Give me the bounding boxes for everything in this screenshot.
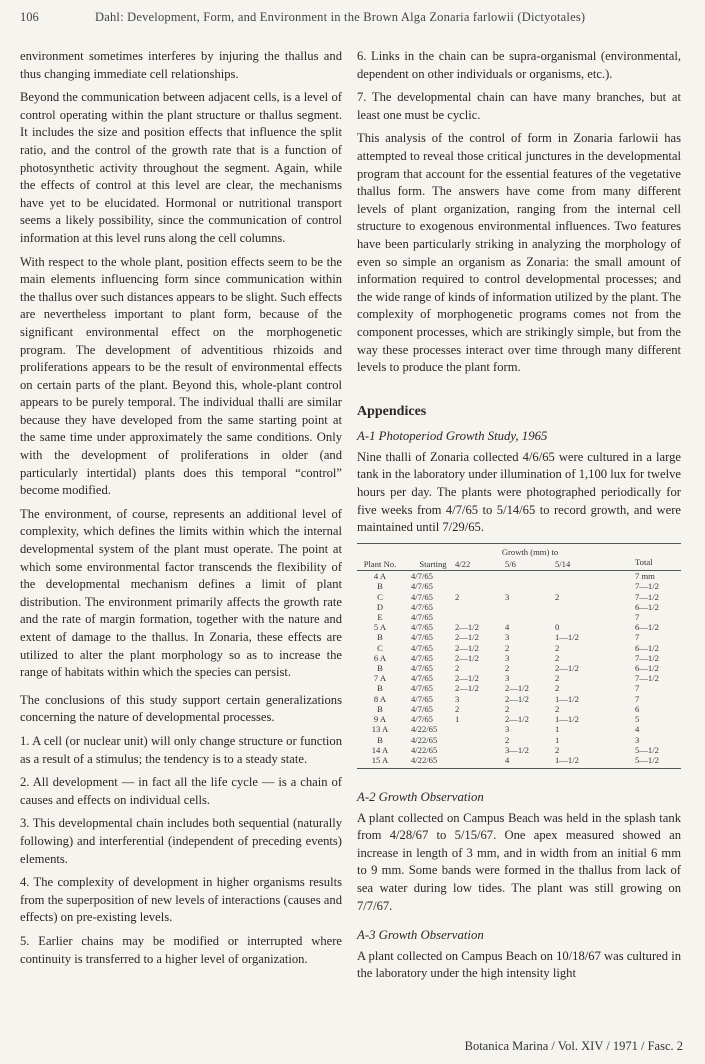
table-cell: 3	[505, 652, 510, 663]
page-header	[20, 10, 683, 28]
table-header-plant: Plant No.	[363, 558, 397, 569]
table-cell: 6 A	[373, 652, 387, 663]
table-cell: 1—1/2	[555, 754, 579, 765]
appendix-a3-text: A plant collected on Campus Beach on 10/18/67 was cultured in the laboratory under the high intensity light	[357, 948, 681, 981]
table-cell: E	[377, 612, 383, 623]
table-row	[357, 612, 681, 622]
table-cell: 7	[635, 632, 640, 643]
table-cell: 4	[505, 754, 510, 765]
table-cell: 2	[555, 673, 560, 684]
appendix-a2-title: A-2 Growth Observation	[357, 790, 484, 805]
paragraph: Beyond the communication between adjacent cells, is a level of control operating within the plant structure or thallus segment. It includes the size and position effects that influence the split ratio, and the control of the growth rate that is a function of photosynthetic activity throughout the segment. Again, while the effects of control at this level are clear, the mechanisms have yet to be elucidated. Hormonal or nutritional transport seems a likely possibility, since the communication of control information at this level runs along the cell columns.	[20, 90, 342, 245]
table-cell: 4/7/65	[411, 714, 433, 725]
table-row	[357, 592, 681, 602]
table-header-starting: Starting	[419, 558, 447, 569]
table-cell: 7—1/2	[635, 673, 659, 684]
table-cell	[455, 724, 505, 734]
paragraph: environment sometimes interferes by injuring the thallus and thus changing immediate cell relationships.	[20, 49, 342, 81]
table-row	[357, 602, 681, 612]
running-title: Dahl: Development, Form, and Environment in the Brown Alga Zonaria farlowii (Dictyotales)	[95, 10, 586, 24]
table-cell	[555, 571, 605, 582]
table-row	[357, 632, 681, 642]
table-cell: 1	[455, 714, 460, 725]
table-cell: 6	[635, 703, 640, 714]
table-cell: C	[377, 642, 383, 653]
table-cell: 2—1/2	[505, 693, 529, 704]
paragraph: The environment, of course, represents an additional level of complexity, which defines the limits within which the internal developmental system of the plant must operate. The point at which some environmental factor transcends the flexibility of the developmental mechanism defines a limit of plant distribution. The environment primarily affects the growth rate and the rate of margin formation, together with the nature and extent of damage to the thallus. In Zonaria, these effects are utilized to alter the plant morphology so as to increase the range of habitats within which the species can persist.	[20, 506, 342, 680]
table-row	[357, 745, 681, 755]
table-row	[357, 622, 681, 632]
table-cell: 9 A	[373, 714, 387, 725]
table-cell: 6—1/2	[635, 622, 659, 633]
table-cell: 2	[455, 663, 460, 674]
table-cell: 2	[555, 683, 560, 694]
table-cell	[455, 571, 505, 582]
table-row	[357, 653, 681, 663]
table-cell: 7 mm	[635, 571, 655, 582]
table-cell: 2—1/2	[505, 683, 529, 694]
table-cell: 4/7/65	[411, 673, 433, 684]
page-number: 106	[20, 10, 39, 24]
table-cell: 15 A	[371, 754, 389, 765]
table-cell: 4 A	[373, 571, 387, 582]
table-cell	[455, 612, 505, 622]
table-cell: 4/22/65	[411, 744, 438, 755]
table-cell: 4/7/65	[411, 663, 433, 674]
table-cell: 4/7/65	[411, 632, 433, 643]
conclusion-item: 1. A cell (or nuclear unit) will only change structure or function as a result of a stimulus; the tendency is to a steady state.	[20, 733, 342, 766]
table-cell: 6—1/2	[635, 642, 659, 653]
paragraph: This analysis of the control of form in Zonaria farlowii has attempted to reveal those critical junctures in the developmental program that account for the essential features of the vegetative thallus form. The answers have come from many different levels of plant organization, ranging from the internal cell structure to exogenous environmental influences. Two features have been particularly striking in analyzing the morphology of even so simple an organism as Zonaria: the small amount of information required to control developmental processes; and the wide range of kinds of information utilized by the plant. The complexity of morphogenetic programs comes not from the component processes, which are strikingly simple, but from the way these processes interact over time through many different levels to produce the plant form.	[357, 131, 681, 375]
table-cell: 7—1/2	[635, 591, 659, 602]
table-cell: B	[377, 632, 383, 643]
appendices-heading: Appendices	[357, 403, 427, 419]
table-row	[357, 683, 681, 693]
table-cell: 4/22/65	[411, 724, 438, 735]
table-cell: 7—1/2	[635, 652, 659, 663]
paragraph: The conclusions of this study support certain generalizations concerning the nature of developmental processes.	[20, 692, 342, 725]
conclusion-item: 3. This developmental chain includes both sequential (naturally following) and interferential (independent of preceding events) elements.	[20, 816, 342, 866]
table-row	[357, 694, 681, 704]
appendix-a1-title: A-1 Photoperiod Growth Study, 1965	[357, 429, 548, 444]
table-cell: 4/7/65	[411, 591, 433, 602]
table-cell: B	[377, 703, 383, 714]
table-cell: 4/22/65	[411, 754, 438, 765]
table-cell: B	[377, 581, 383, 592]
table-row	[357, 704, 681, 714]
table-cell	[555, 581, 605, 591]
appendix-a3-title: A-3 Growth Observation	[357, 928, 484, 943]
table-cell: 2	[455, 591, 460, 602]
table-cell: 2	[505, 703, 510, 714]
table-cell: 4/7/65	[411, 652, 433, 663]
table-cell: 7	[635, 612, 640, 623]
table-cell: 2	[555, 744, 560, 755]
table-cell: 4/7/65	[411, 683, 433, 694]
table-cell: 2	[505, 734, 510, 745]
table-cell: 3	[455, 693, 460, 704]
paragraph: With respect to the whole plant, position effects seem to be the main elements influencing form since communication within the thallus over such distances appears to be slight. Such effects are nevertheless important to plant form, because of the significant environmental effect on the morphogenetic program. The development of adventitious rhizoids and proliferations appears to be the result of environmental effects on certain parts of the plant. Beyond this, whole-plant control appears to be purely temporal. The individual thalli are similar because they have developed from the same starting point at the same time under approximately the same conditions. Only with the development of proliferations in older (and particularly intertidal) plants does this temporal “control” become modified.	[20, 254, 342, 498]
table-cell: 2	[555, 591, 560, 602]
table-cell	[455, 581, 505, 591]
table-cell: 4/7/65	[411, 581, 433, 592]
table-cell: 3	[635, 734, 640, 745]
table-cell: 2—1/2	[455, 642, 479, 653]
table-cell	[555, 602, 605, 612]
table-cell: 2—1/2	[555, 663, 579, 674]
table-cell: 2	[555, 652, 560, 663]
table-cell: 4	[635, 724, 640, 735]
table-cell: 2	[555, 703, 560, 714]
table-row	[357, 643, 681, 653]
table-cell: 2—1/2	[455, 683, 479, 694]
table-cell: 4/7/65	[411, 622, 433, 633]
table-body	[357, 571, 681, 769]
table-row	[357, 571, 681, 582]
table-cell	[455, 745, 505, 755]
table-cell: 7	[635, 693, 640, 704]
table-cell: 5	[635, 714, 640, 725]
table-cell: 3	[505, 724, 510, 735]
table-row	[357, 735, 681, 745]
table-cell: 4	[505, 622, 510, 633]
table-cell: D	[376, 601, 384, 612]
table-cell: 3	[505, 673, 510, 684]
table-cell	[505, 612, 555, 622]
table-header-total: Total	[635, 557, 653, 568]
table-row	[357, 755, 681, 769]
table-cell: 2—1/2	[455, 652, 479, 663]
table-cell	[505, 571, 555, 582]
table-cell: 5 A	[373, 622, 387, 633]
table-header-5-6: 5/6	[505, 558, 516, 569]
conclusion-item: 7. The developmental chain can have many branches, but at least one must be cyclic.	[357, 90, 681, 122]
table-cell	[455, 755, 505, 769]
table-cell: 2—1/2	[505, 714, 529, 725]
table-cell: 0	[555, 622, 560, 633]
table-cell: 1	[555, 734, 560, 745]
table-cell: 6—1/2	[635, 601, 659, 612]
table-cell: 2	[505, 642, 510, 653]
table-group-header: Growth (mm) to	[501, 546, 559, 557]
conclusion-item: 2. All development — in fact all the life cycle — is a chain of causes and effects on individual cells.	[20, 775, 342, 807]
table-cell: 3—1/2	[505, 744, 529, 755]
table-cell: B	[377, 683, 383, 694]
table-cell	[455, 602, 505, 612]
table-cell: 2—1/2	[455, 622, 479, 633]
right-column	[357, 48, 681, 989]
table-cell: 7—1/2	[635, 581, 659, 592]
table-cell: 2—1/2	[455, 632, 479, 643]
table-row	[357, 724, 681, 734]
table-cell: 4/22/65	[411, 734, 438, 745]
table-cell: 4/7/65	[411, 693, 433, 704]
table-cell: 1—1/2	[555, 714, 579, 725]
table-cell: 8 A	[373, 693, 387, 704]
table-header-4-22: 4/22	[455, 558, 471, 569]
table-cell: 4/7/65	[411, 601, 433, 612]
table-cell: 2	[455, 703, 460, 714]
table-cell: B	[377, 734, 383, 745]
appendix-a1-text: Nine thalli of Zonaria collected 4/6/65 were cultured in a large tank in the laboratory under illumination of 1,100 lux for twelve hours per day. The plants were photographed periodically for five weeks from 4/7/65 to 5/14/65 to record growth, and were maintained until 7/29/65.	[357, 449, 681, 535]
table-cell: B	[377, 663, 383, 674]
table-row	[357, 581, 681, 591]
table-cell: 2—1/2	[455, 673, 479, 684]
table-row	[357, 714, 681, 724]
table-cell: 5—1/2	[635, 744, 659, 755]
table-row	[357, 663, 681, 673]
table-cell	[505, 602, 555, 612]
table-cell: 2	[555, 642, 560, 653]
table-cell: 4/7/65	[411, 642, 433, 653]
conclusion-item: 5. Earlier chains may be modified or interrupted where continuity is transferred to a higher level of organization.	[20, 933, 342, 966]
table-cell	[505, 581, 555, 591]
table-cell: 4/7/65	[411, 703, 433, 714]
table-header-5-14: 5/14	[555, 558, 571, 569]
table-cell: 4/7/65	[411, 571, 433, 582]
table-cell: 2	[505, 663, 510, 674]
journal-footer: Botanica Marina / Vol. XIV / 1971 / Fasc. 2	[464, 1039, 683, 1053]
table-cell: 7 A	[373, 673, 387, 684]
table-cell	[555, 612, 605, 622]
conclusion-item: 6. Links in the chain can be supra-organismal (environmental, dependent on other individuals or organisms, etc.).	[357, 49, 681, 81]
table-cell: 1	[555, 724, 560, 735]
table-cell	[455, 735, 505, 745]
table-cell: 14 A	[371, 744, 389, 755]
table-cell: 1—1/2	[555, 693, 579, 704]
table-cell: 13 A	[371, 724, 389, 735]
table-cell: C	[377, 591, 383, 602]
left-column	[20, 48, 342, 974]
table-cell: 7	[635, 683, 640, 694]
table-cell: 6—1/2	[635, 663, 659, 674]
table-cell: 4/7/65	[411, 612, 433, 623]
table-cell: 3	[505, 632, 510, 643]
table-cell: 1—1/2	[555, 632, 579, 643]
table-cell: 3	[505, 591, 510, 602]
growth-table	[357, 543, 681, 769]
appendix-a2-text: A plant collected on Campus Beach was held in the splash tank from 4/28/67 to 5/15/67. One apex measured showed an increase in length of 3 mm, and in width from an initial 6 mm to 9 mm. Some bands were formed in the thallus from lack of sea water during low tides. The plant was still growing on 7/7/67.	[357, 810, 681, 913]
table-row	[357, 673, 681, 683]
conclusion-item: 4. The complexity of development in higher organisms results from the superposition of new levels of interactions (causes and effects) on pre-existing levels.	[20, 875, 342, 925]
table-cell: 5—1/2	[635, 754, 659, 765]
